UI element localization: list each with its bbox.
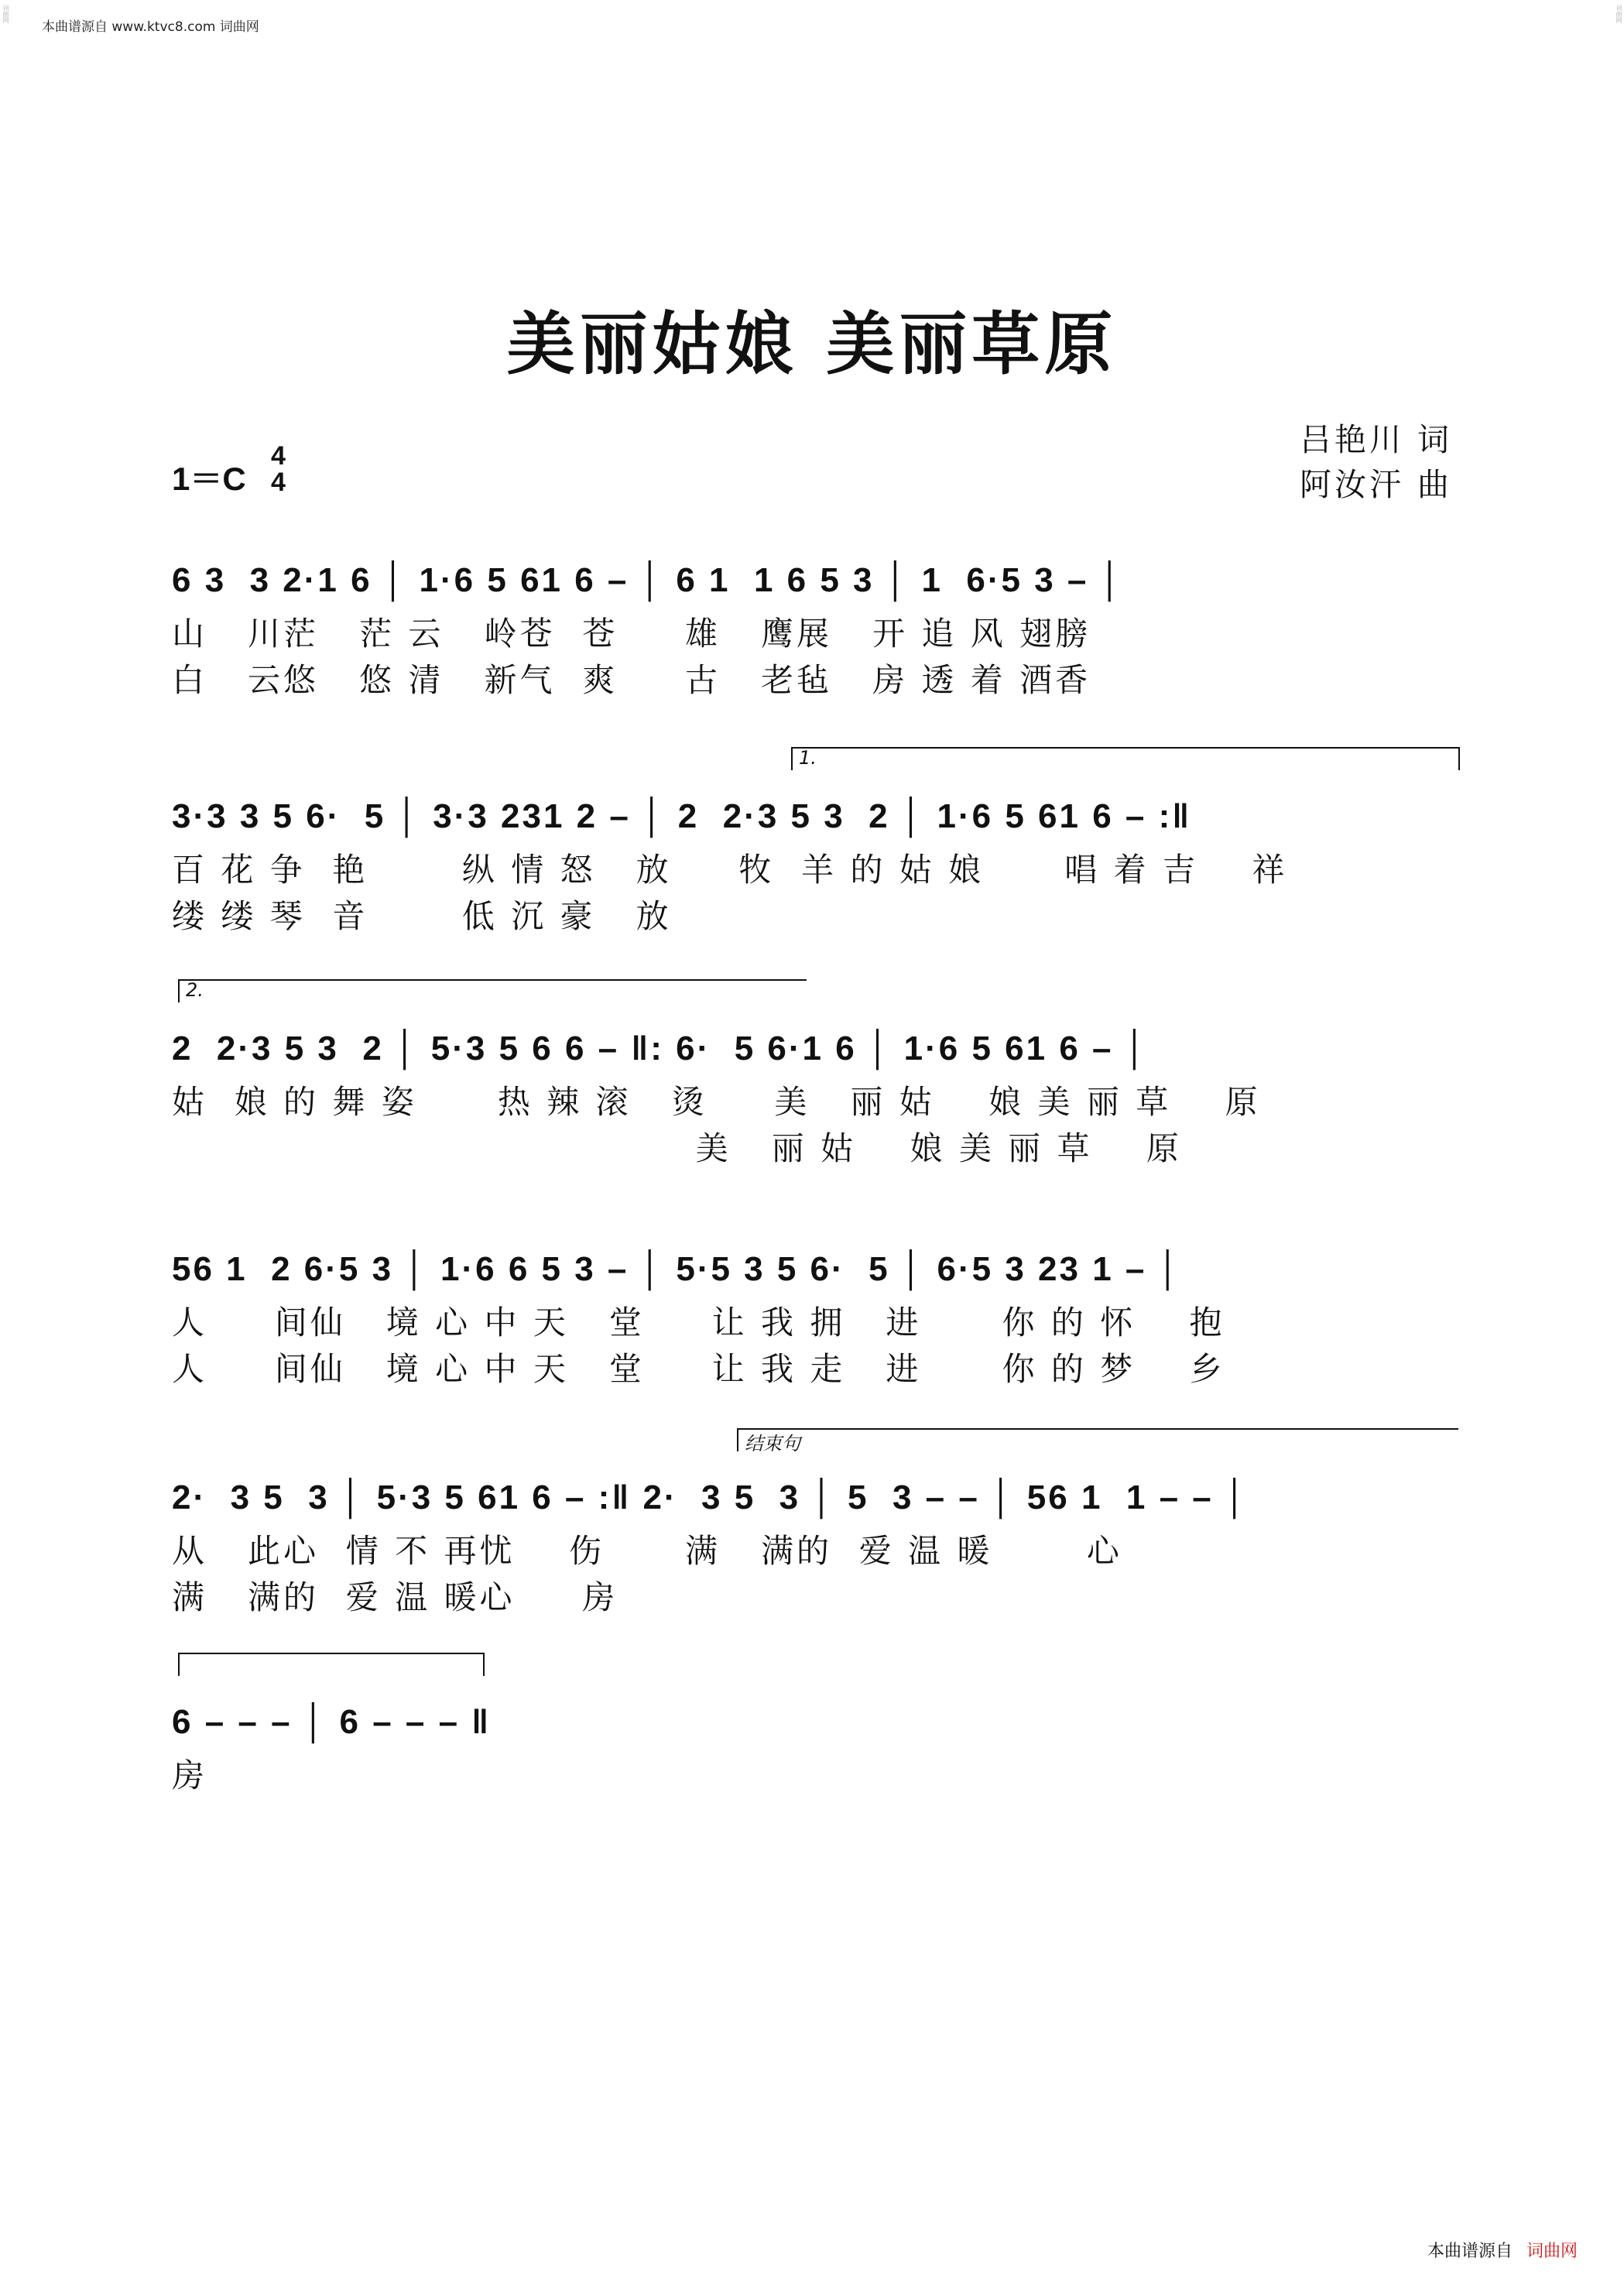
lyricist-credit: 吕艳川 词 [1299,421,1452,458]
time-signature [271,443,286,495]
song-title: 美丽姑娘 美丽草原 [506,303,1118,384]
volta-bracket-1 [791,747,1460,770]
closing-bracket [178,1653,485,1676]
notation-line: 2 2·3 5 3 2 │ 5·3 5 6 6 – ‖: 6· 5 6·1 6 │ 1·6 5 61 6 – │ [172,1030,1149,1067]
notation-line: 56 1 2 6·5 3 │ 1·6 6 5 3 – │ 5·5 3 5 6· 5 │ 6·5 3 23 1 – │ [172,1250,1183,1288]
footer-brand-link[interactable]: 词曲网 [1526,2242,1578,2261]
volta-bracket-2 [178,979,807,1002]
lyric-verse-2: 缕 缕 琴 音 低 沉 豪 放 [172,897,672,935]
time-sig-bottom: 4 [271,468,286,497]
notation-line: 6 – – – │ 6 – – – ‖ [172,1703,492,1741]
watermark-text: 词曲网 [2,5,9,23]
header-source-text: 本曲谱源自 www.ktvc8.com 词曲网 [42,19,259,35]
footer-source [1427,2238,1578,2262]
notation-line: 3·3 3 5 6· 5 │ 3·3 231 2 – │ 2 2·3 5 3 2 │ 1·6 5 61 6 – :‖ [172,797,1192,835]
notation-line: 6 3 3 2·1 6 │ 1·6 5 61 6 – │ 6 1 1 6 5 3 │ 1 6·5 3 – │ [172,561,1125,599]
lyric-verse-1: 从 此心 情 不 再忧 伤 满 满的 爱 温 暖 心 [172,1532,1122,1570]
lyric-verse-1: 房 [172,1756,208,1794]
lyric-verse-1: 人 间仙 境 心 中 天 堂 让 我 拥 进 你 的 怀 抱 [172,1304,1225,1341]
watermark-text: 词曲网 [1615,5,1622,23]
ending-phrase-bracket [737,1428,1458,1455]
lyric-verse-1: 百 花 争 艳 纵 情 怒 放 牧 羊 的 姑 娘 唱 着 吉 祥 [172,851,1288,889]
lyric-verse-2: 白 云悠 悠 清 新气 爽 古 老毡 房 透 着 酒香 [172,661,1091,699]
volta-label: 2. [186,979,204,1001]
lyric-verse-2: 人 间仙 境 心 中 天 堂 让 我 走 进 你 的 梦 乡 [172,1350,1225,1388]
lyric-verse-2: 美 丽 姑 娘 美 丽 草 原 [172,1129,1182,1167]
lyric-verse-2: 满 满的 爱 温 暖心 房 [172,1578,618,1616]
volta-label: 1. [799,747,817,769]
volta-label: 结束句 [745,1433,800,1455]
footer-text: 本曲谱源自 [1427,2242,1513,2261]
key-signature: 1＝C [172,461,246,497]
lyric-verse-1: 姑 娘 的 舞 姿 热 辣 滚 烫 美 丽 姑 娘 美 丽 草 原 [172,1083,1261,1121]
notation-line: 2· 3 5 3 │ 5·3 5 61 6 – :‖ 2· 3 5 3 │ 5 3 – – │ 56 1 1 – – │ [172,1479,1249,1516]
time-sig-top: 4 [271,441,286,471]
composer-credit: 阿汝汗 曲 [1299,466,1452,503]
lyric-verse-1: 山 川茫 茫 云 岭苍 苍 雄 鹰展 开 追 风 翅膀 [172,615,1091,653]
